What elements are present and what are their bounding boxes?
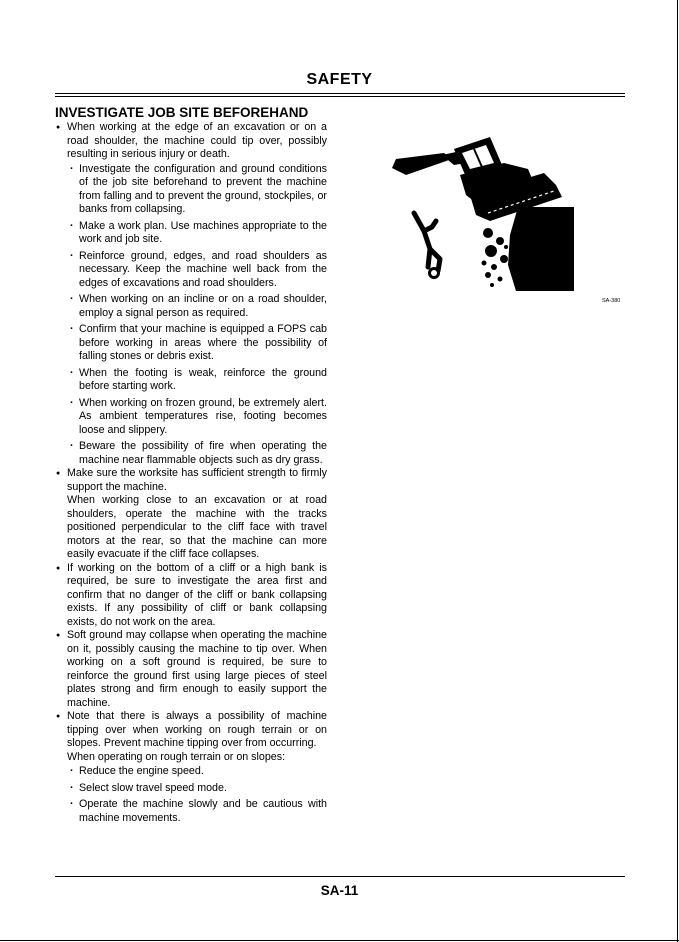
- arm-shape: [392, 153, 452, 175]
- header-divider: [55, 96, 625, 97]
- debris-rock: [483, 228, 493, 238]
- sub-item: · Reduce the engine speed.: [67, 765, 327, 779]
- debris-rock: [498, 277, 503, 282]
- page-border: [677, 0, 678, 942]
- person-face: [431, 270, 437, 276]
- sub-item: · Operate the machine slowly and be cautious with machine movements.: [67, 798, 327, 825]
- debris-rock: [500, 255, 508, 263]
- sub-item: · When working on frozen ground, be extremely alert. As ambient temperatures rise, footing becomes loose and slippery.: [67, 397, 327, 438]
- bullet-item: [55, 562, 327, 630]
- bullet-text: When operating on rough terrain or on slopes:: [67, 750, 286, 763]
- sub-item: · Select slow travel speed mode.: [67, 782, 327, 796]
- bullet-item: [55, 629, 327, 710]
- cliff-shape: [508, 207, 574, 291]
- debris-rock: [491, 264, 497, 270]
- section-title: INVESTIGATE JOB SITE BEFOREHAND: [55, 105, 309, 120]
- figure-code: SA-380: [602, 298, 621, 304]
- bullet-item: [55, 121, 327, 467]
- sub-item: · Investigate the configuration and ground conditions of the job site beforehand to prevent the machine from falling and to prevent the ground, stockpiles, or banks from collapsing.: [67, 163, 327, 217]
- debris-rock: [504, 245, 508, 249]
- page-header-title: SAFETY: [306, 71, 373, 88]
- debris-rock: [490, 283, 494, 287]
- bullet-item: [55, 710, 327, 825]
- sub-list: [67, 163, 327, 468]
- footer-divider: [55, 876, 625, 877]
- page-number: SA-11: [320, 883, 359, 898]
- bullet-text: When working close to an excavation or at road shoulders, operate the machine with the tracks positioned perpendicular to the cliff face with travel motors at the rear, so that the machine can more easily evacuate if the cliff face collapses.: [67, 494, 327, 560]
- bullet-text: ● If working on the bottom of a cliff or a high bank is required, be sure to investigate the area first and confirm that no danger of the cliff or bank collapsing exists. If any possibility of cliff or bank collapsing exists, do not work on the area.: [67, 561, 327, 628]
- bullet-text: ● Make sure the worksite has sufficient strength to firmly support the machine.: [67, 467, 327, 493]
- bullet-item: [55, 467, 327, 562]
- sub-item: · Beware the possibility of fire when operating the machine near flammable objects such as dry grass.: [67, 440, 327, 467]
- debris-rock: [485, 272, 491, 278]
- safety-content: [55, 121, 327, 825]
- debris-rock: [482, 261, 487, 266]
- debris-rock: [485, 245, 497, 257]
- falling-person: [414, 213, 440, 271]
- sub-list: [67, 765, 327, 825]
- bullet-text: ● Soft ground may collapse when operating the machine on it, possibly causing the machine to tip over. When working on a soft ground is required, be sure to reinforce the ground first using large pieces of steel plates strong and firm enough to easily support the machine.: [67, 629, 327, 709]
- sub-item: · When working on an incline or on a road shoulder, employ a signal person as required.: [67, 293, 327, 320]
- sub-item: · Reinforce ground, edges, and road shoulders as necessary. Keep the machine well back from the edges of excavations and road shoulders.: [67, 250, 327, 291]
- bullet-text: ● When working at the edge of an excavation or on a road shoulder, the machine could tip over, possibly resulting in serious injury or death.: [67, 121, 327, 160]
- header-divider: [55, 93, 625, 94]
- sub-item: · Make a work plan. Use machines appropriate to the work and job site.: [67, 220, 327, 247]
- sub-item: · Confirm that your machine is equipped a FOPS cab before working in areas where the possibility of falling stones or debris exist.: [67, 323, 327, 364]
- excavator-tipover-illustration: [392, 135, 574, 295]
- bullet-text: ● Note that there is always a possibility of machine tipping over when working on rough terrain or on slopes. Prevent machine tipping over from occurring.: [67, 710, 327, 749]
- page-border: [0, 940, 679, 941]
- debris-rock: [496, 237, 504, 245]
- sub-item: · When the footing is weak, reinforce the ground before starting work.: [67, 367, 327, 394]
